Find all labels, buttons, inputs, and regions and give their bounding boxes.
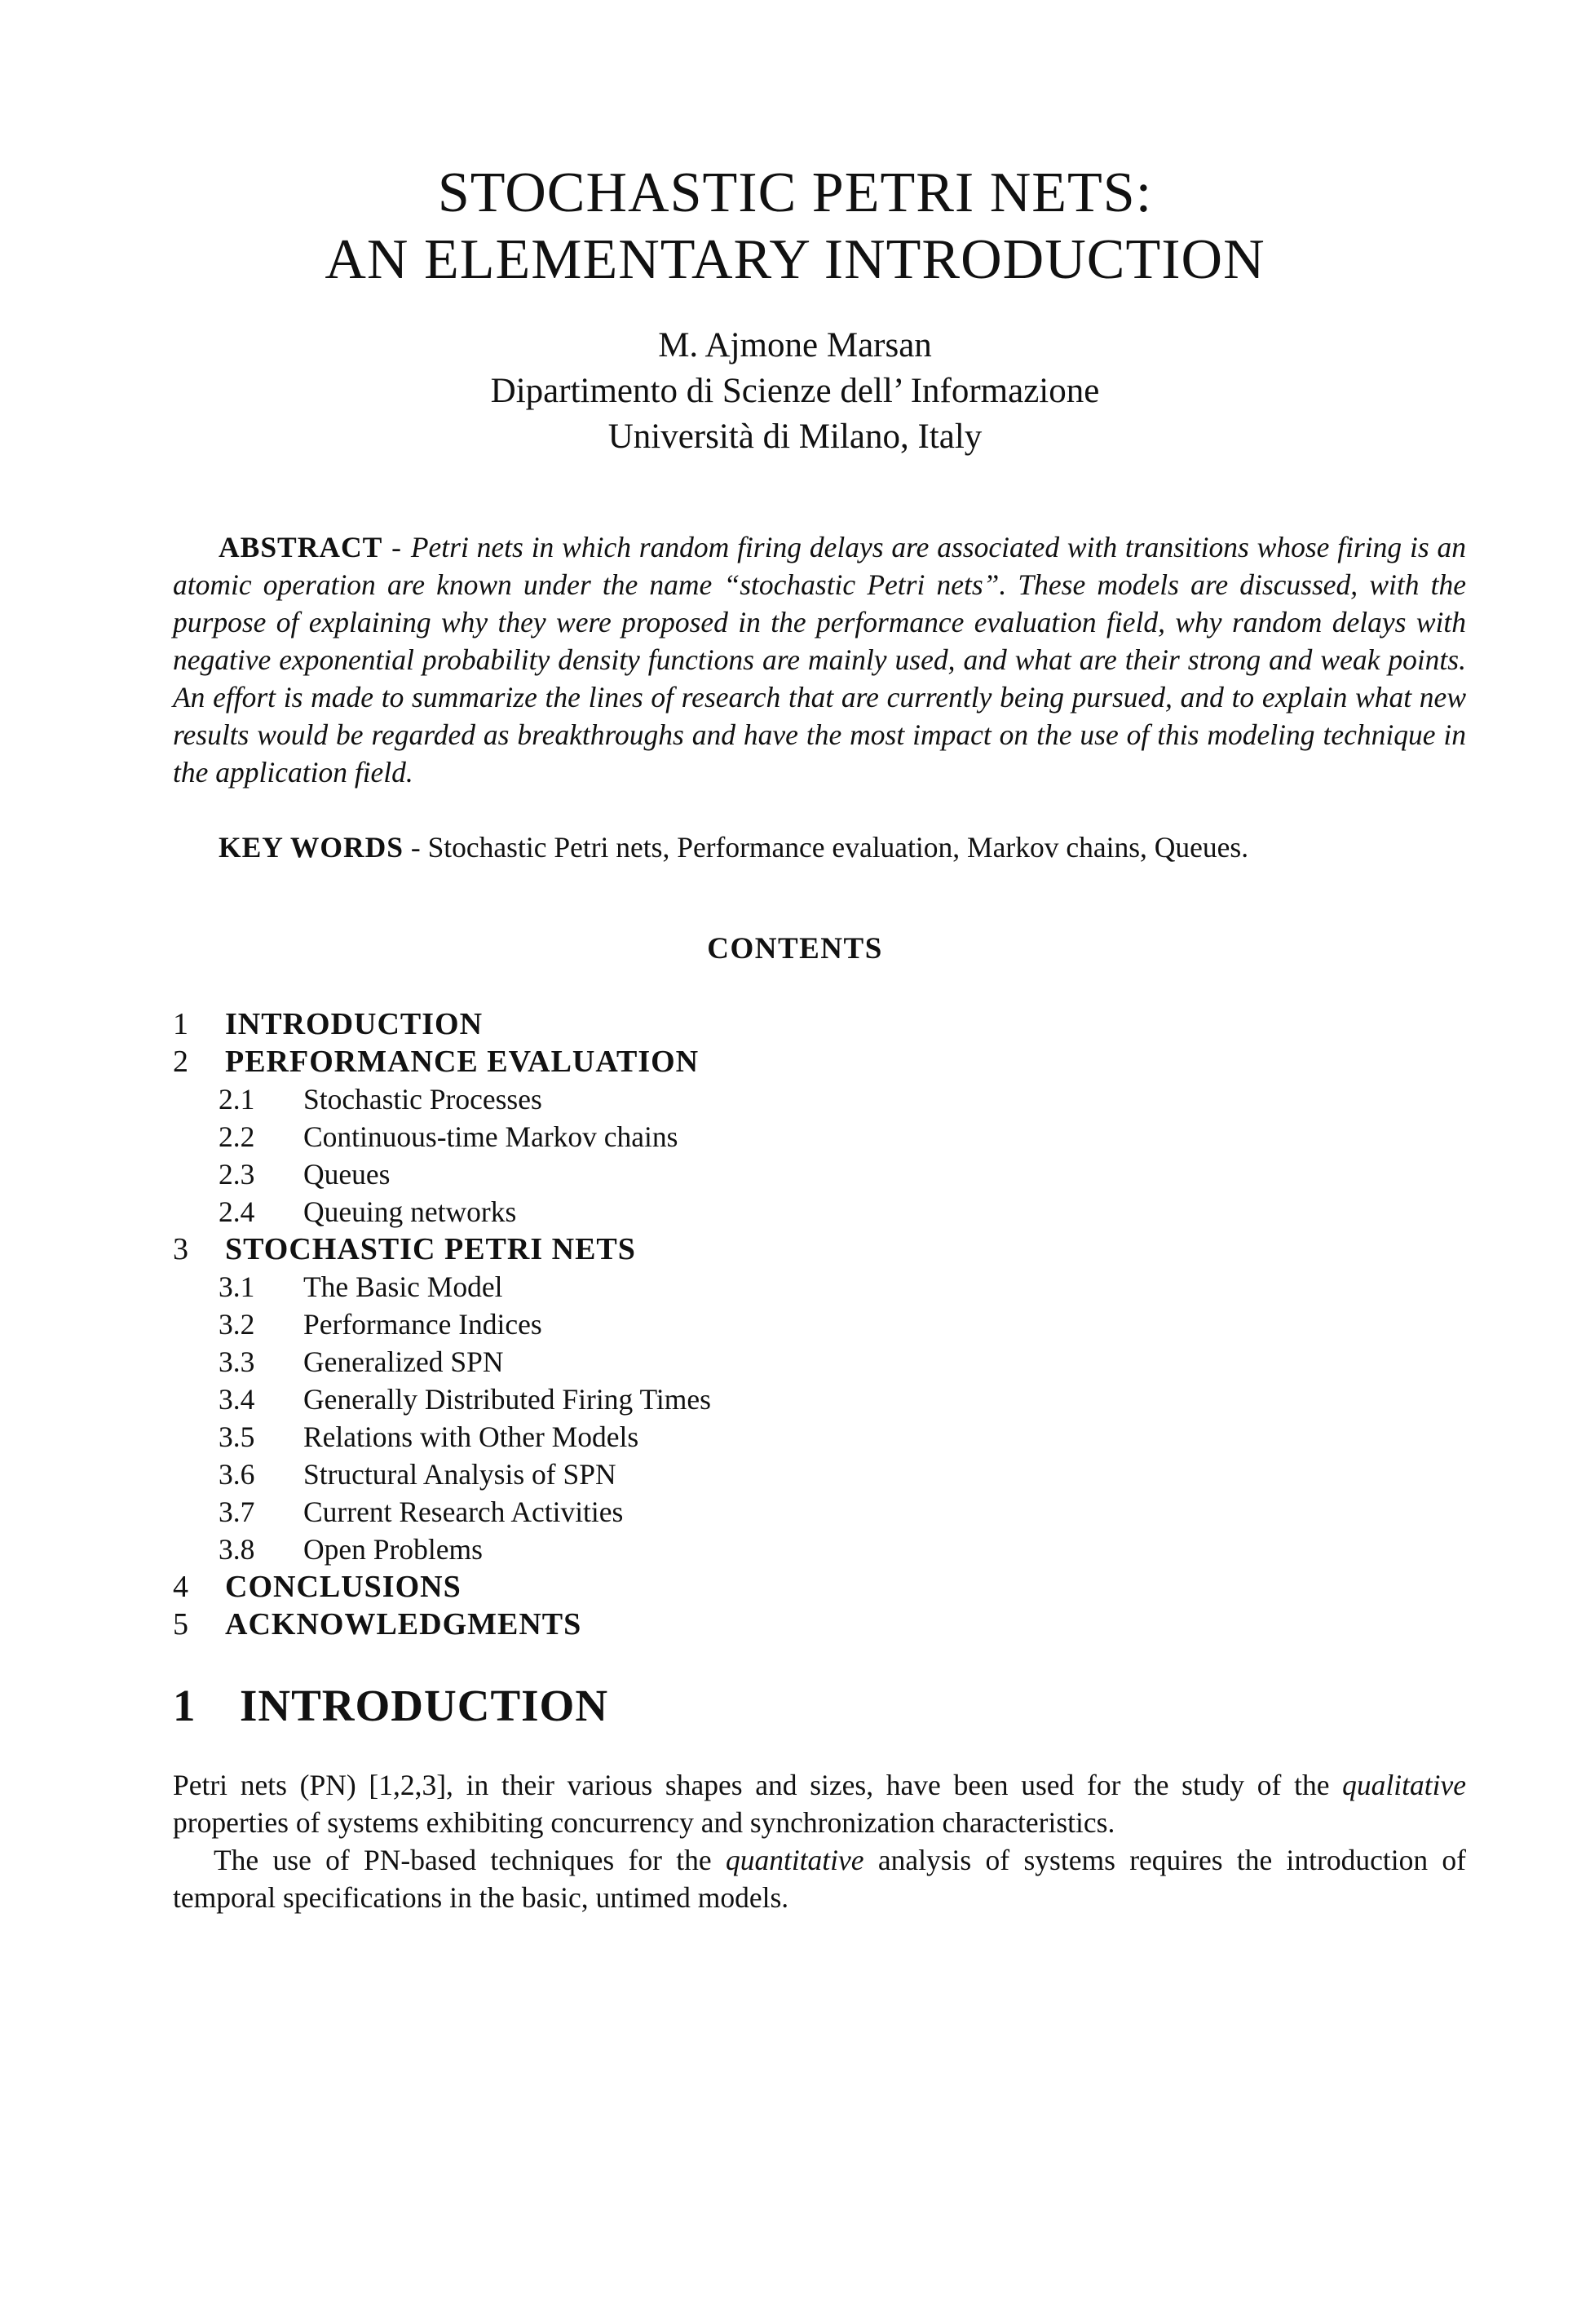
toc-subsection-entry: [173, 1193, 1151, 1230]
toc-section-entry: [173, 1005, 1151, 1043]
toc-entry-title: Relations with Other Models: [303, 1420, 639, 1453]
toc-entry-title: Generally Distributed Firing Times: [303, 1383, 711, 1416]
toc-entry-title: CONCLUSIONS: [225, 1570, 462, 1604]
toc-entry-number: 3.2: [219, 1308, 255, 1341]
toc-entry-title: ACKNOWLEDGMENTS: [225, 1607, 582, 1641]
toc-subsection-entry: [173, 1531, 1151, 1568]
toc-entry-number: 2: [173, 1045, 188, 1079]
toc-entry-title: INTRODUCTION: [225, 1007, 484, 1041]
paragraph-2-text-b: analysis of systems requires the introduction of temporal specifications in the basic, untimed models.: [173, 1844, 1466, 1914]
keywords-label: KEY WORDS: [219, 831, 404, 864]
toc-entry-title: Current Research Activities: [303, 1496, 624, 1528]
keywords-text: Stochastic Petri nets, Performance evaluation, Markov chains, Queues.: [427, 831, 1249, 864]
abstract-label: ABSTRACT: [219, 531, 383, 563]
toc-section-entry: [173, 1043, 1151, 1080]
abstract-text: Petri nets in which random firing delays are associated with transitions whose firing is an atomic operation are known under the name “stochastic Petri nets”. These models are discussed, with the purpose of explaining why they were proposed in the performance evaluation field, why random delays with negative exponential probability density functions are mainly used, and what are their strong and weak points. An effort is made to summarize the lines of research that are currently being pursued, and to explain what new results would be regarded as breakthroughs and have the most impact on the use of this modeling technique in the application field.: [173, 531, 1466, 789]
toc-section-entry: [173, 1606, 1151, 1643]
toc-entry-number: 4: [173, 1570, 188, 1604]
paper-title: [0, 160, 1590, 294]
abstract: [173, 528, 1466, 791]
toc-entry-number: 3: [173, 1232, 188, 1266]
toc-entry-title: Structural Analysis of SPN: [303, 1458, 616, 1491]
toc-entry-title: Queues: [303, 1158, 391, 1191]
author-name: M. Ajmone Marsan: [658, 326, 932, 365]
section-number: 1: [173, 1681, 197, 1730]
section-title: INTRODUCTION: [240, 1681, 609, 1730]
toc-subsection-entry: [173, 1381, 1151, 1418]
section-body: [173, 1766, 1466, 1916]
toc-entry-number: 2.2: [219, 1120, 255, 1153]
paper-title-line-1: STOCHASTIC PETRI NETS:: [437, 161, 1153, 224]
toc-entry-number: 2.3: [219, 1158, 255, 1191]
toc-entry-number: 5: [173, 1607, 188, 1641]
toc-subsection-entry: [173, 1268, 1151, 1306]
toc-entry-title: The Basic Model: [303, 1270, 503, 1303]
toc-entry-number: 3.8: [219, 1533, 255, 1566]
toc-entry-title: Stochastic Processes: [303, 1083, 542, 1116]
toc-entry-number: 1: [173, 1007, 188, 1041]
toc-subsection-entry: [173, 1456, 1151, 1493]
toc-subsection-entry: [173, 1080, 1151, 1118]
toc-entry-title: Open Problems: [303, 1533, 483, 1566]
toc-entry-number: 3.3: [219, 1345, 255, 1378]
toc-subsection-entry: [173, 1306, 1151, 1343]
paragraph-1-text-a: Petri nets (PN) [1,2,3], in their various shapes and sizes, have been used for the study of the: [173, 1769, 1343, 1801]
paragraph-1: [173, 1766, 1466, 1841]
toc-entry-number: 2.1: [219, 1083, 255, 1116]
keywords-separator: -: [403, 831, 428, 864]
paragraph-2-text-a: The use of PN-based techniques for the: [214, 1844, 726, 1876]
paragraph-2: [173, 1841, 1466, 1916]
section-heading: [173, 1680, 608, 1731]
paper-title-line-2: AN ELEMENTARY INTRODUCTION: [325, 228, 1265, 291]
toc-subsection-entry: [173, 1493, 1151, 1531]
abstract-separator: -: [382, 531, 411, 563]
paragraph-2-emphasis: quantitative: [725, 1844, 864, 1876]
toc-entry-title: PERFORMANCE EVALUATION: [225, 1045, 700, 1079]
toc-entry-title: STOCHASTIC PETRI NETS: [225, 1232, 636, 1266]
toc-subsection-entry: [173, 1418, 1151, 1456]
table-of-contents: [173, 1005, 1151, 1643]
toc-entry-title: Queuing networks: [303, 1195, 517, 1228]
toc-entry-number: 3.6: [219, 1458, 255, 1491]
paragraph-1-text-b: properties of systems exhibiting concurrency and synchronization characteristics.: [173, 1806, 1115, 1839]
author-block: [0, 323, 1590, 460]
toc-entry-number: 3.5: [219, 1420, 255, 1453]
keywords: [219, 828, 1474, 866]
author-department: Dipartimento di Scienze dell’ Informazione: [490, 372, 1100, 410]
toc-subsection-entry: [173, 1118, 1151, 1155]
toc-entry-title: Generalized SPN: [303, 1345, 504, 1378]
toc-entry-number: 3.1: [219, 1270, 255, 1303]
toc-subsection-entry: [173, 1343, 1151, 1381]
toc-section-entry: [173, 1568, 1151, 1606]
contents-heading: CONTENTS: [707, 932, 883, 965]
toc-section-entry: [173, 1230, 1151, 1268]
author-university: Università di Milano, Italy: [607, 418, 983, 456]
toc-entry-title: Performance Indices: [303, 1308, 542, 1341]
toc-entry-title: Continuous-time Markov chains: [303, 1120, 678, 1153]
toc-entry-number: 3.4: [219, 1383, 255, 1416]
paragraph-1-emphasis: qualitative: [1342, 1769, 1466, 1801]
toc-entry-number: 2.4: [219, 1195, 255, 1228]
toc-entry-number: 3.7: [219, 1496, 255, 1528]
toc-subsection-entry: [173, 1155, 1151, 1193]
